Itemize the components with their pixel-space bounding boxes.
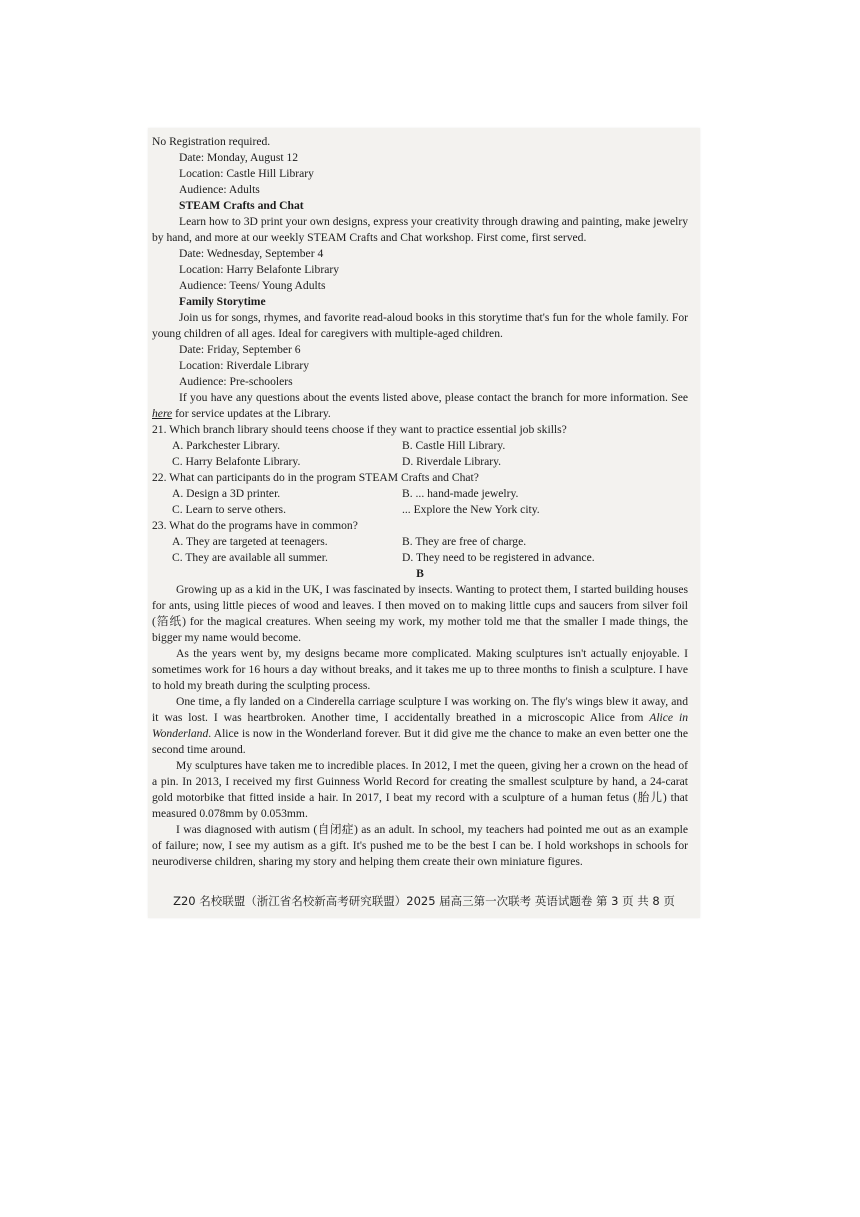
page-content xyxy=(152,134,688,870)
steam-audience: Audience: Teens/ Young Adults xyxy=(179,279,326,292)
option-d: D. Riverdale Library. xyxy=(402,455,502,468)
option-b: B. Castle Hill Library. xyxy=(402,439,506,452)
contact-text-before: If you have any questions about the events listed above, please contact the branch for more information. See xyxy=(179,391,688,404)
family-title: Family Storytime xyxy=(179,295,266,308)
page-footer: Z20 名校联盟（浙江省名校新高考研究联盟）2025 届高三第一次联考 英语试题卷 第 3 页 共 8 页 xyxy=(173,894,675,908)
contact-text-after: for service updates at the Library. xyxy=(172,407,331,420)
option-a: A. Design a 3D printer. xyxy=(172,487,281,500)
event-audience: Audience: Adults xyxy=(179,183,260,196)
family-audience: Audience: Pre-schoolers xyxy=(179,375,293,388)
passage-paragraph-4: My sculptures have taken me to incredible places. In 2012, I met the queen, giving her a crown on the head of a pin. In 2013, I received my first Guinness World Record for creating the smallest sculpture by hand, a 24-carat gold motorbike that fitted inside a hair. In 2017, I beat my record with a sculpture of a human fetus (胎儿) that measured 0.078mm by 0.053mm. xyxy=(152,759,688,820)
option-a: A. Parkchester Library. xyxy=(172,439,281,452)
p3-text-b: . Alice is now in the Wonderland forever. But it did give me the chance to make an even better one the second time around. xyxy=(152,727,688,756)
steam-title: STEAM Crafts and Chat xyxy=(179,199,304,212)
option-row xyxy=(152,454,688,470)
book-title: Alice in Wonderland xyxy=(152,711,688,740)
passage-paragraph-3 xyxy=(152,694,688,758)
section-b-label: B xyxy=(416,567,424,580)
p3-text-a: One time, a fly landed on a Cinderella carriage sculpture I was working on. The fly's wings blew it away, and it was lost. I was heartbroken. Another time, I accidentally breathed in a microscopic Alice from xyxy=(152,695,688,724)
steam-description: Learn how to 3D print your own designs, express your creativity through drawing and painting, make jewelry by hand, and more at our weekly STEAM Crafts and Chat workshop. First come, first served. xyxy=(152,215,688,244)
event-date: Date: Monday, August 12 xyxy=(179,151,299,164)
steam-location: Location: Harry Belafonte Library xyxy=(179,263,339,276)
option-row xyxy=(152,534,688,550)
event-location: Location: Castle Hill Library xyxy=(179,167,314,180)
option-row xyxy=(152,502,688,518)
option-row xyxy=(152,550,688,566)
option-d: D. They need to be registered in advance. xyxy=(402,551,595,564)
option-b: B. ... hand-made jewelry. xyxy=(402,487,519,500)
question-stem: 21. Which branch library should teens choose if they want to practice essential job skills? xyxy=(152,423,567,436)
option-a: A. They are targeted at teenagers. xyxy=(172,535,328,548)
family-location: Location: Riverdale Library xyxy=(179,359,310,372)
option-c: C. They are available all summer. xyxy=(172,551,328,564)
passage-paragraph-1: Growing up as a kid in the UK, I was fascinated by insects. Wanting to protect them, I started building houses for ants, using little pieces of wood and leaves. I then moved on to making little cups and saucers from silver foil (箔纸) for the magical creatures. When seeing my work, my mother told me that the smaller I made things, the bigger my name would become. xyxy=(152,583,688,644)
option-d: ... Explore the New York city. xyxy=(402,503,540,516)
option-row xyxy=(152,486,688,502)
option-row xyxy=(152,438,688,454)
passage-paragraph-2: As the years went by, my designs became more complicated. Making sculptures isn't actually enjoyable. I sometimes work for 16 hours a day without breaks, and it takes me up to three months to finish a sculpture. I have to hold my breath during the sculpting process. xyxy=(152,647,688,692)
option-c: C. Harry Belafonte Library. xyxy=(172,455,301,468)
passage-paragraph-5: I was diagnosed with autism (自闭症) as an adult. In school, my teachers had pointed me out as an example of failure; now, I see my autism as a gift. It's pushed me to be the best I can be. I hold workshops in schools for neurodiverse children, sharing my story and helping them create their own miniature figures. xyxy=(152,823,688,868)
option-c: C. Learn to serve others. xyxy=(172,503,286,516)
option-b: B. They are free of charge. xyxy=(402,535,527,548)
family-date: Date: Friday, September 6 xyxy=(179,343,301,356)
question-stem: 22. What can participants do in the program STEAM Crafts and Chat? xyxy=(152,471,479,484)
question-stem: 23. What do the programs have in common? xyxy=(152,519,358,532)
contact-paragraph xyxy=(152,390,688,422)
here-link[interactable]: here xyxy=(152,407,173,420)
steam-date: Date: Wednesday, September 4 xyxy=(179,247,324,260)
no-registration-note: No Registration required. xyxy=(152,135,271,148)
family-description: Join us for songs, rhymes, and favorite read-aloud books in this storytime that's fun for the whole family. For young children of all ages. Ideal for caregivers with multiple-aged children. xyxy=(152,311,688,340)
